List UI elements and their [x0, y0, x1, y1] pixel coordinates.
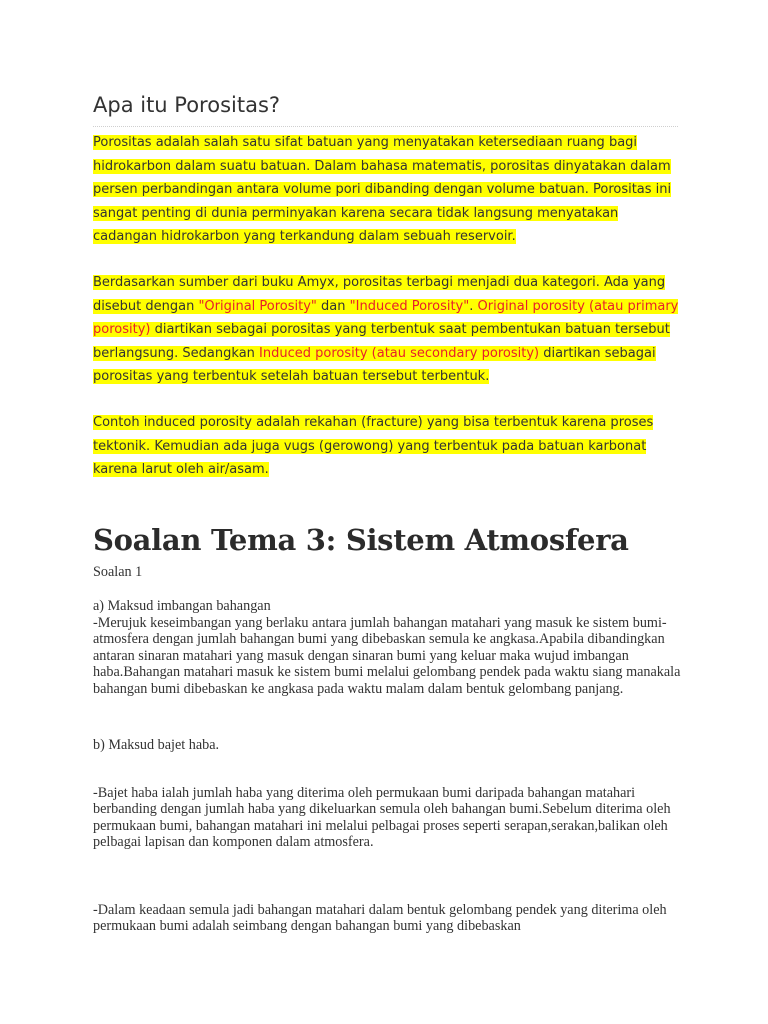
porositas-paragraph-3 [93, 411, 683, 482]
porositas-paragraph-1 [93, 131, 683, 249]
para2-text-3: . [469, 298, 478, 314]
question-b-answer-1: -Bajet haba ialah jumlah haba yang diterima oleh permukaan bumi daripada bahangan matahari berbanding dengan jumlah haba yang dikeluarkan semula oleh bahangan bumi.Sebelum diterima oleh permukaan bumi, bahangan matahari ini melalui pelbagai proses seperti serapan,serakan,balikan oleh pelbagai lapisan dan komponen dalam atmosfera. [93, 785, 671, 851]
porositas-paragraph-2 [93, 271, 683, 389]
para2-text-1: Berdasarkan sumber dari buku Amyx, porositas terbagi menjadi dua kategori. Ada yang disebut dengan [93, 275, 666, 314]
para2-text-4: diartikan sebagai porositas yang terbentuk saat pembentukan batuan tersebut berlangsung. Sedangkan [93, 322, 670, 361]
porositas-heading: Apa itu Porositas? [93, 93, 281, 117]
original-porosity-term: "Original Porosity" [198, 298, 317, 314]
highlighted-text [93, 275, 678, 384]
soalan-heading: Soalan Tema 3: Sistem Atmosfera [93, 523, 629, 557]
induced-porosity-term: "Induced Porosity" [349, 298, 470, 314]
question-b-label: b) Maksud bajet haba. [93, 737, 220, 753]
highlighted-text: Contoh induced porosity adalah rekahan (fracture) yang bisa terbentuk karena proses tektonik. Kemudian ada juga vugs (gerowong) yang terbentuk pada batuan karbonat karena larut oleh air/asam. [93, 415, 654, 477]
primary-porosity-term: Original porosity (atau primary porosity) [93, 298, 679, 337]
secondary-porosity-term: Induced porosity (atau secondary porosity) [259, 345, 540, 361]
heading-divider [93, 126, 678, 127]
soalan-number: Soalan 1 [93, 564, 143, 580]
question-b-answer-2: -Dalam keadaan semula jadi bahangan matahari dalam bentuk gelombang pendek yang diterima oleh permukaan bumi adalah seimbang dengan bahangan bumi yang dibebaskan [93, 902, 667, 935]
highlighted-text: Porositas adalah salah satu sifat batuan yang menyatakan ketersediaan ruang bagi hidrokarbon dalam suatu batuan. Dalam bahasa matematis, porositas dinyatakan dalam persen perbandingan antara volume pori dibanding dengan volume batuan. Porositas ini sangat penting di dunia perminyakan karena secara tidak langsung menyatakan cadangan hidrokarbon yang terkandung dalam sebuah reservoir. [93, 135, 672, 244]
para2-text-2: dan [316, 298, 350, 314]
question-a-answer: -Merujuk keseimbangan yang berlaku antara jumlah bahangan matahari yang masuk ke sistem bumi-atmosfera dengan jumlah bahangan bumi yang dibebaskan semula ke angkasa.Apabila dibandingkan antaran sinaran matahari yang masuk dengan sinaran bumi yang keluar maka wujud imbangan haba.Bahangan matahari masuk ke sistem bumi melalui gelombang pendek pada waktu siang manakala bahangan bumi dibebaskan ke angkasa pada waktu malam dalam bentuk gelombang panjang. [93, 615, 681, 697]
para2-text-5: diartikan sebagai porositas yang terbentuk setelah batuan tersebut terbentuk. [93, 345, 656, 384]
question-a-label: a) Maksud imbangan bahangan [93, 598, 271, 614]
